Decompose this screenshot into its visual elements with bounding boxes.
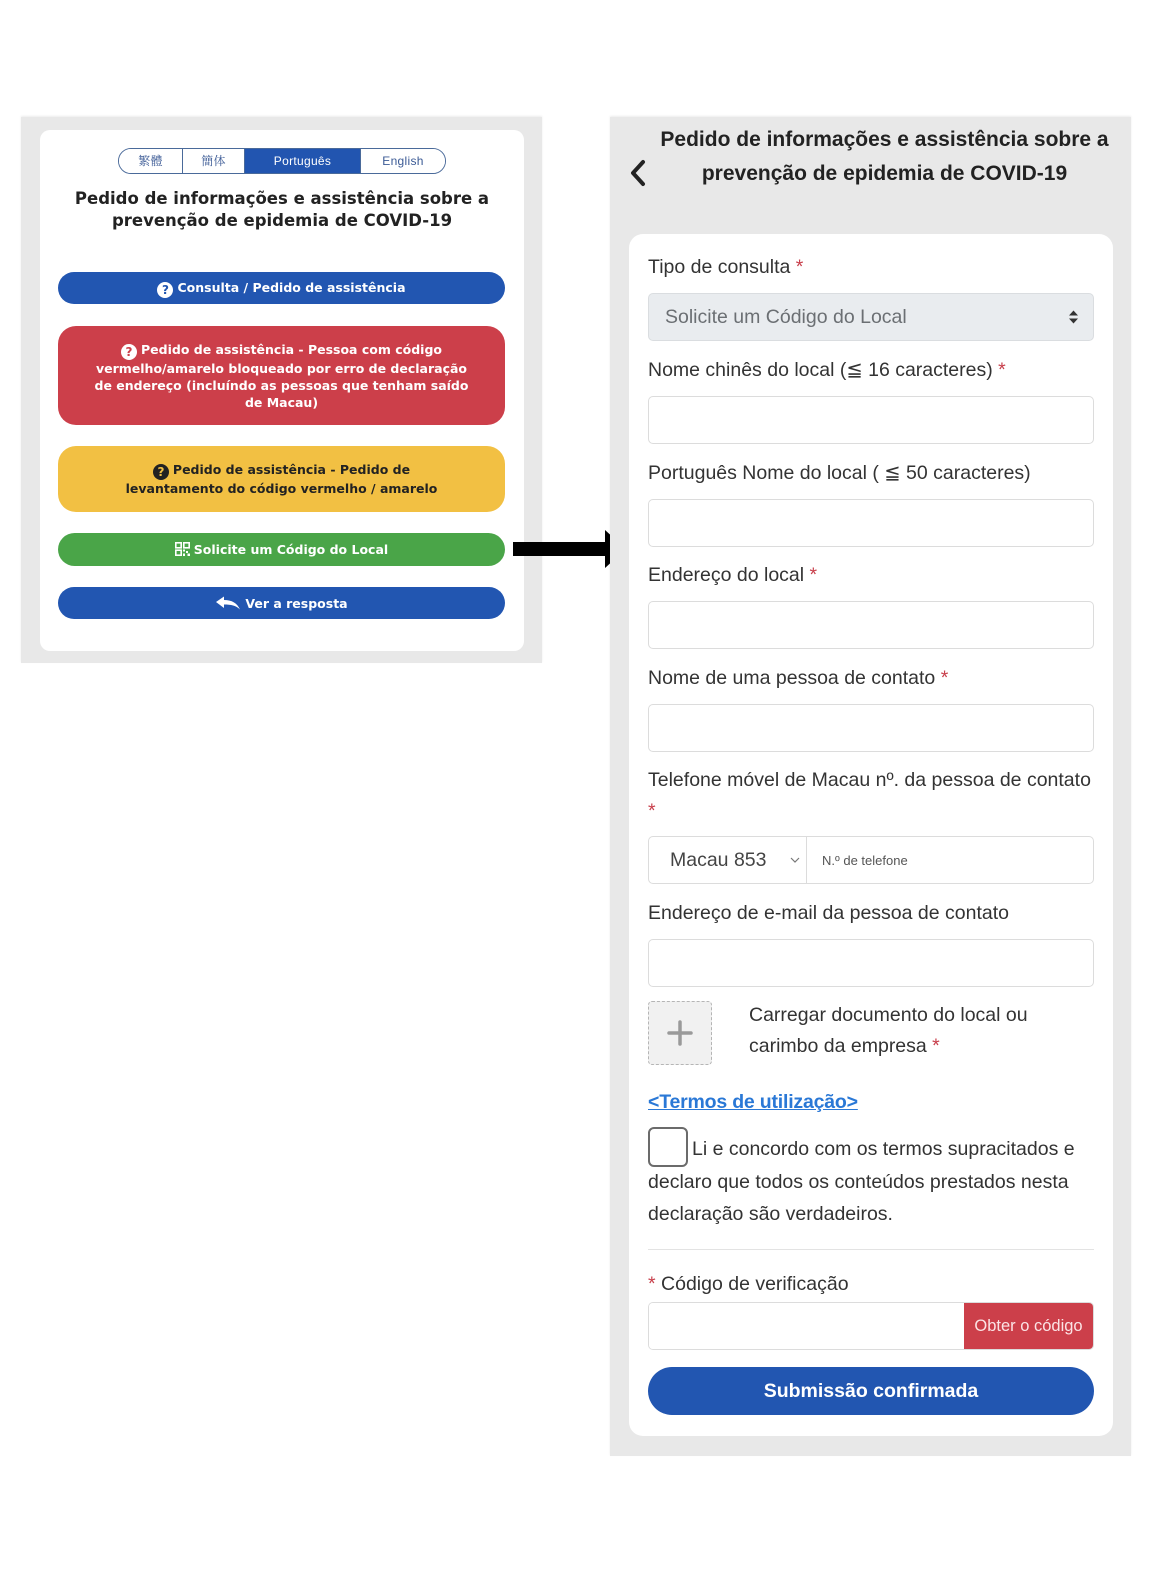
email-input[interactable]: [648, 939, 1094, 987]
verification-field: [648, 1302, 1094, 1350]
portuguese-name-label: Português Nome do local ( ≦ 50 caracteres): [648, 462, 1031, 484]
chinese-name-input[interactable]: [648, 396, 1094, 444]
button-label: Solicite um Código do Local: [193, 542, 389, 557]
terms-of-use-link[interactable]: <Termos de utilização>: [648, 1091, 858, 1113]
question-circle-icon: ?: [157, 282, 173, 298]
inquiry-type-select[interactable]: [648, 293, 1094, 341]
required-mark: *: [932, 1035, 940, 1057]
required-mark: *: [809, 564, 818, 586]
language-switcher: [118, 148, 446, 174]
address-label: Endereço do local *: [648, 564, 818, 586]
contact-name-label: Nome de uma pessoa de contato *: [648, 667, 949, 689]
consult-assistance-button[interactable]: [58, 272, 505, 304]
button-label: Consulta / Pedido de assistência: [177, 279, 406, 295]
sort-updown-icon: [1068, 309, 1079, 325]
get-code-button[interactable]: Obter o código: [964, 1303, 1093, 1349]
red-yellow-blocked-assistance-button[interactable]: [58, 326, 505, 425]
agreement-text: Li e concordo com os termos supracitados e declaro que todos os conteúdos prestados nesta declaração são verdadeiros.: [648, 1138, 1075, 1225]
address-input[interactable]: [648, 601, 1094, 649]
required-mark: *: [998, 359, 1006, 381]
verification-code-input[interactable]: [649, 1303, 964, 1349]
required-mark: *: [795, 256, 804, 278]
back-chevron-icon[interactable]: [628, 159, 648, 187]
lang-tab-english[interactable]: English: [361, 149, 445, 173]
page-title: Pedido de informações e assistência sobre a prevenção de epidemia de COVID-19: [660, 128, 1109, 185]
required-mark: *: [648, 1273, 656, 1295]
lift-red-yellow-code-button[interactable]: [58, 446, 505, 512]
chinese-name-label: Nome chinês do local (≦ 16 caracteres) *: [648, 359, 1006, 381]
portuguese-name-input[interactable]: [648, 499, 1094, 547]
required-mark: *: [648, 800, 656, 822]
view-reply-button[interactable]: [58, 587, 505, 619]
plus-icon: [667, 1020, 693, 1046]
chevron-down-icon: [790, 856, 800, 864]
phone-field: [648, 836, 1094, 884]
required-mark: *: [940, 667, 949, 689]
upload-button[interactable]: [648, 1001, 712, 1065]
phone-number-input[interactable]: [807, 837, 1093, 883]
left-screen: [21, 117, 542, 663]
upload-label: Carregar documento do local ou carimbo da empresa *: [749, 1004, 1028, 1057]
country-code-select[interactable]: [649, 837, 807, 883]
home-card: [40, 130, 524, 651]
question-circle-icon: ?: [121, 344, 137, 360]
button-label: Pedido de assistência - Pedido de levantamento do código vermelho / amarelo: [125, 462, 438, 496]
reply-icon: [215, 596, 241, 610]
verification-label: * Código de verificação: [648, 1273, 849, 1295]
right-screen: [610, 117, 1131, 1456]
country-code-value: Macau 853: [670, 848, 767, 871]
lang-tab-simplified-chinese[interactable]: 簡体: [183, 149, 245, 173]
phone-label: Telefone móvel de Macau nº. da pessoa de contato *: [648, 769, 1091, 822]
agreement-checkbox[interactable]: [648, 1127, 688, 1167]
lang-tab-portuguese[interactable]: Português: [245, 149, 361, 173]
lang-tab-traditional-chinese[interactable]: 繁體: [119, 149, 183, 173]
inquiry-type-value: Solicite um Código do Local: [665, 305, 907, 328]
inquiry-type-label: Tipo de consulta *: [648, 256, 804, 278]
agreement: [648, 1127, 1099, 1230]
question-circle-icon: ?: [153, 464, 169, 480]
button-label: Pedido de assistência - Pessoa com código vermelho/amarelo bloqueado por erro de declaração de endereço (incluíndo as pessoas que tenham saído de Macau): [94, 341, 469, 410]
button-label: Ver a resposta: [245, 595, 348, 611]
qr-code-icon: [175, 542, 190, 556]
email-label: Endereço de e-mail da pessoa de contato: [648, 902, 1009, 924]
submit-button[interactable]: Submissão confirmada: [648, 1367, 1094, 1415]
divider: [648, 1249, 1094, 1250]
contact-name-input[interactable]: [648, 704, 1094, 752]
place-code-form: [629, 234, 1113, 1436]
request-place-code-button[interactable]: [58, 533, 505, 566]
page-title: Pedido de informações e assistência sobre a prevenção de epidemia de COVID-19: [74, 189, 490, 230]
